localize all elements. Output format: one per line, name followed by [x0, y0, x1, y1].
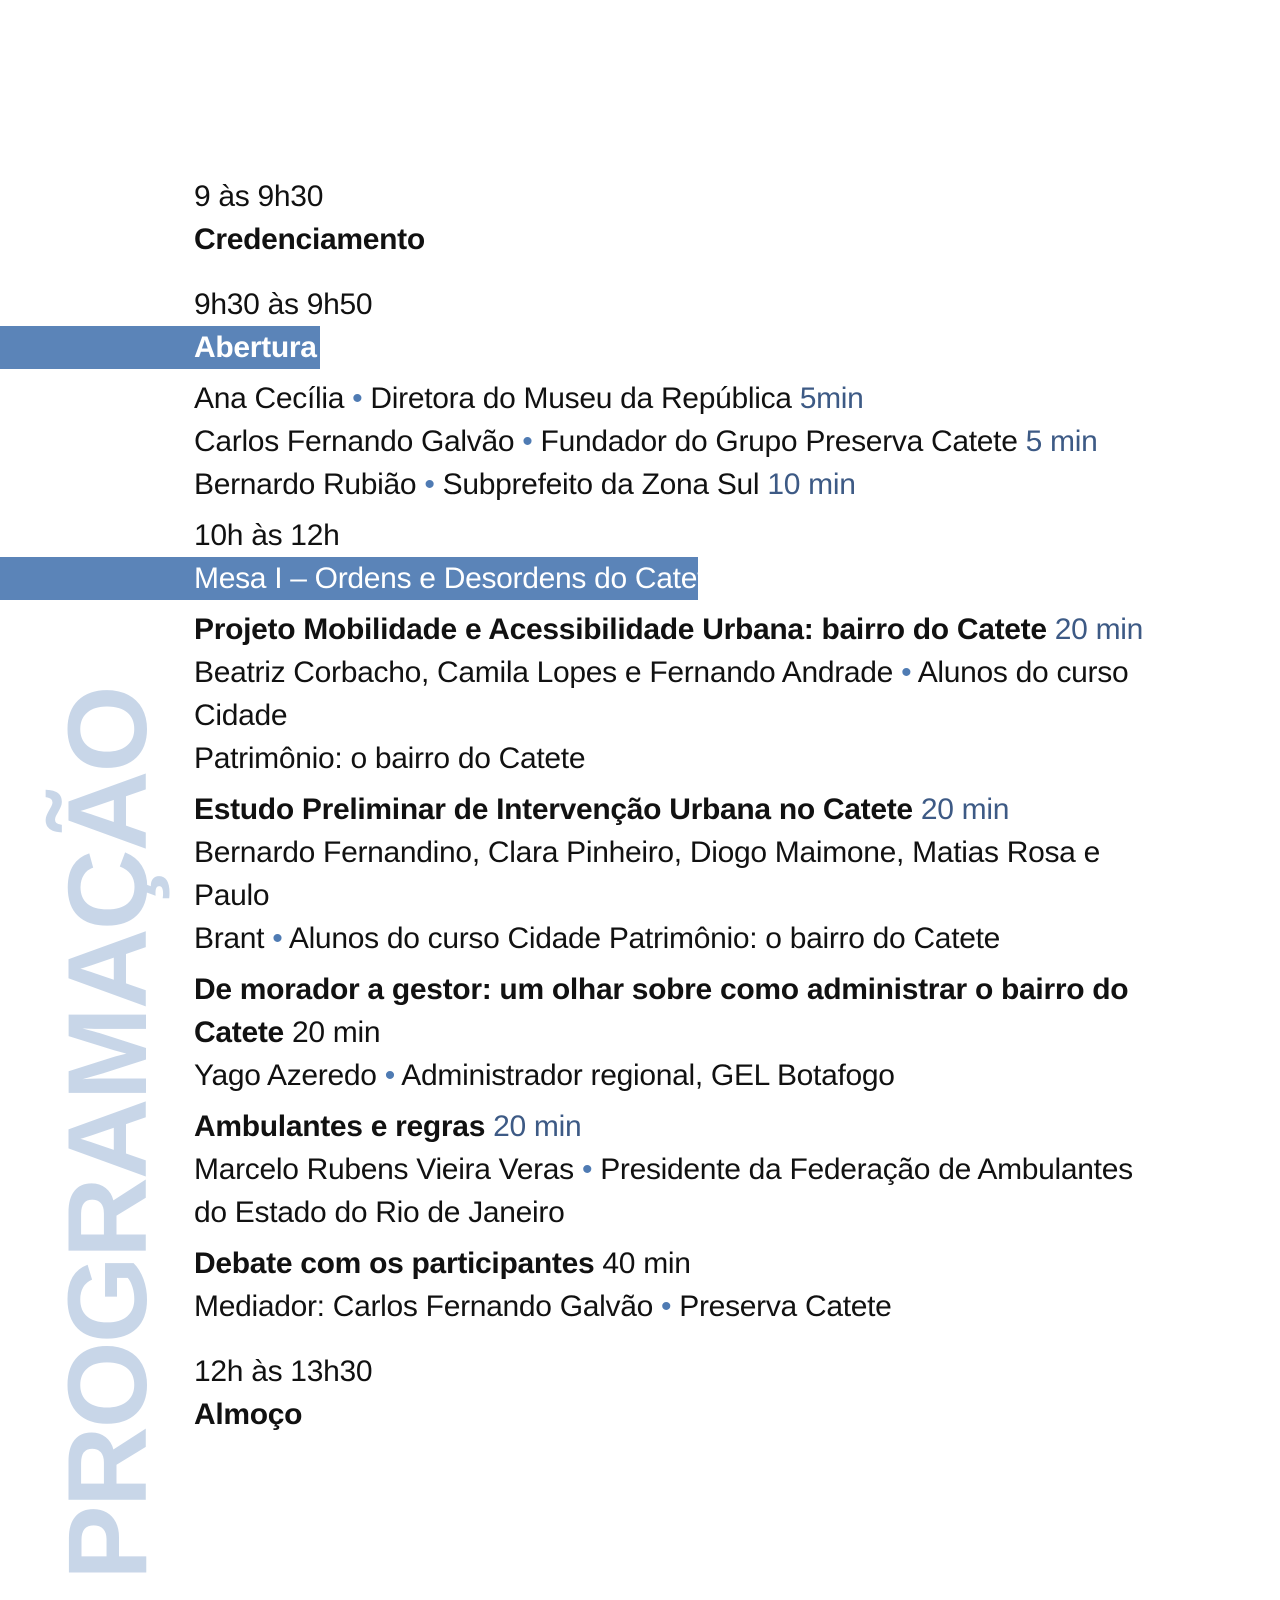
speaker-name: Bernardo Rubião	[194, 468, 417, 501]
talk-title-text: Debate com os participantes	[194, 1247, 595, 1280]
speaker-name: Yago Azeredo	[194, 1059, 377, 1092]
talk-title-text: Projeto Mobilidade e Acessibilidade Urbana: bairro do Catete	[194, 613, 1047, 646]
bullet-icon: •	[901, 656, 912, 689]
speaker-role-line: Patrimônio: o bairro do Catete	[194, 742, 586, 775]
speaker-line	[194, 1285, 1234, 1328]
speaker-role: Subprefeito da Zona Sul	[442, 468, 760, 501]
speaker-role: Administrador regional, GEL Botafogo	[401, 1059, 895, 1092]
duration: 20 min	[493, 1110, 582, 1143]
talk-title-text: Catete	[194, 1016, 284, 1049]
speaker-name: Marcelo Rubens Vieira Veras	[194, 1153, 574, 1186]
side-title-programacao: PROGRAMAÇÃO	[45, 687, 170, 1580]
bullet-icon: •	[352, 382, 363, 415]
speaker-role-line: Cidade	[194, 699, 288, 732]
speaker-name: Mediador: Carlos Fernando Galvão	[194, 1290, 653, 1323]
time-label: 10h às 12h	[194, 519, 340, 552]
session-title: Almoço	[194, 1398, 303, 1431]
duration: 20 min	[1054, 613, 1144, 646]
section-band-label: Abertura	[194, 331, 317, 364]
section-band-label: Mesa I – Ordens e Desordens do Catete	[194, 562, 722, 595]
section-band-mesa	[194, 557, 1234, 600]
speaker-line	[194, 1054, 1234, 1097]
speaker-line: Bernardo Fernandino, Clara Pinheiro, Diogo Maimone, Matias Rosa e	[194, 836, 1100, 869]
talk-title-text: Ambulantes e regras	[194, 1110, 486, 1143]
speaker-line	[194, 377, 1234, 420]
time-label: 9h30 às 9h50	[194, 288, 373, 321]
duration: 40 min	[602, 1247, 691, 1280]
speaker-name: Beatriz Corbacho, Camila Lopes e Fernando Andrade	[194, 656, 894, 689]
bullet-icon: •	[661, 1290, 672, 1323]
time-label: 12h às 13h30	[194, 1355, 373, 1388]
talk-title-text: Estudo Preliminar de Intervenção Urbana no Catete	[194, 793, 913, 826]
speaker-role: Alunos do curso	[917, 656, 1129, 689]
session-title: Credenciamento	[194, 223, 425, 256]
talk-title	[194, 1105, 1234, 1148]
speaker-name: Carlos Fernando Galvão	[194, 425, 515, 458]
talk-title	[194, 788, 1234, 831]
talk-title	[194, 1011, 1234, 1054]
duration: 5 min	[1025, 425, 1098, 458]
time-label: 9 às 9h30	[194, 180, 324, 213]
duration: 20 min	[291, 1016, 381, 1049]
bullet-icon: •	[384, 1059, 395, 1092]
speaker-line: Paulo	[194, 879, 270, 912]
speaker-role: Diretora do Museu da República	[370, 382, 792, 415]
duration: 20 min	[920, 793, 1010, 826]
speaker-name: Brant	[194, 922, 265, 955]
speaker-line	[194, 651, 1234, 694]
speaker-line	[194, 917, 1234, 960]
duration: 5min	[799, 382, 864, 415]
bullet-icon: •	[522, 425, 533, 458]
speaker-role: Alunos do curso Cidade Patrimônio: o bairro do Catete	[288, 922, 1001, 955]
speaker-line	[194, 463, 1234, 506]
speaker-role: Fundador do Grupo Preserva Catete	[540, 425, 1018, 458]
section-band-abertura	[194, 326, 1234, 369]
duration: 10 min	[767, 468, 856, 501]
speaker-role: Preserva Catete	[679, 1290, 892, 1323]
speaker-line	[194, 420, 1234, 463]
bullet-icon: •	[581, 1153, 593, 1186]
speaker-role-line: do Estado do Rio de Janeiro	[194, 1196, 565, 1229]
talk-title: De morador a gestor: um olhar sobre como administrar o bairro do	[194, 973, 1129, 1006]
talk-title	[194, 608, 1234, 651]
bullet-icon: •	[272, 922, 283, 955]
speaker-line	[194, 1148, 1234, 1191]
talk-title	[194, 1242, 1234, 1285]
bullet-icon: •	[424, 468, 435, 501]
speaker-name: Ana Cecília	[194, 382, 345, 415]
speaker-role: Presidente da Federação de Ambulantes	[600, 1153, 1133, 1186]
schedule	[194, 175, 1234, 1436]
